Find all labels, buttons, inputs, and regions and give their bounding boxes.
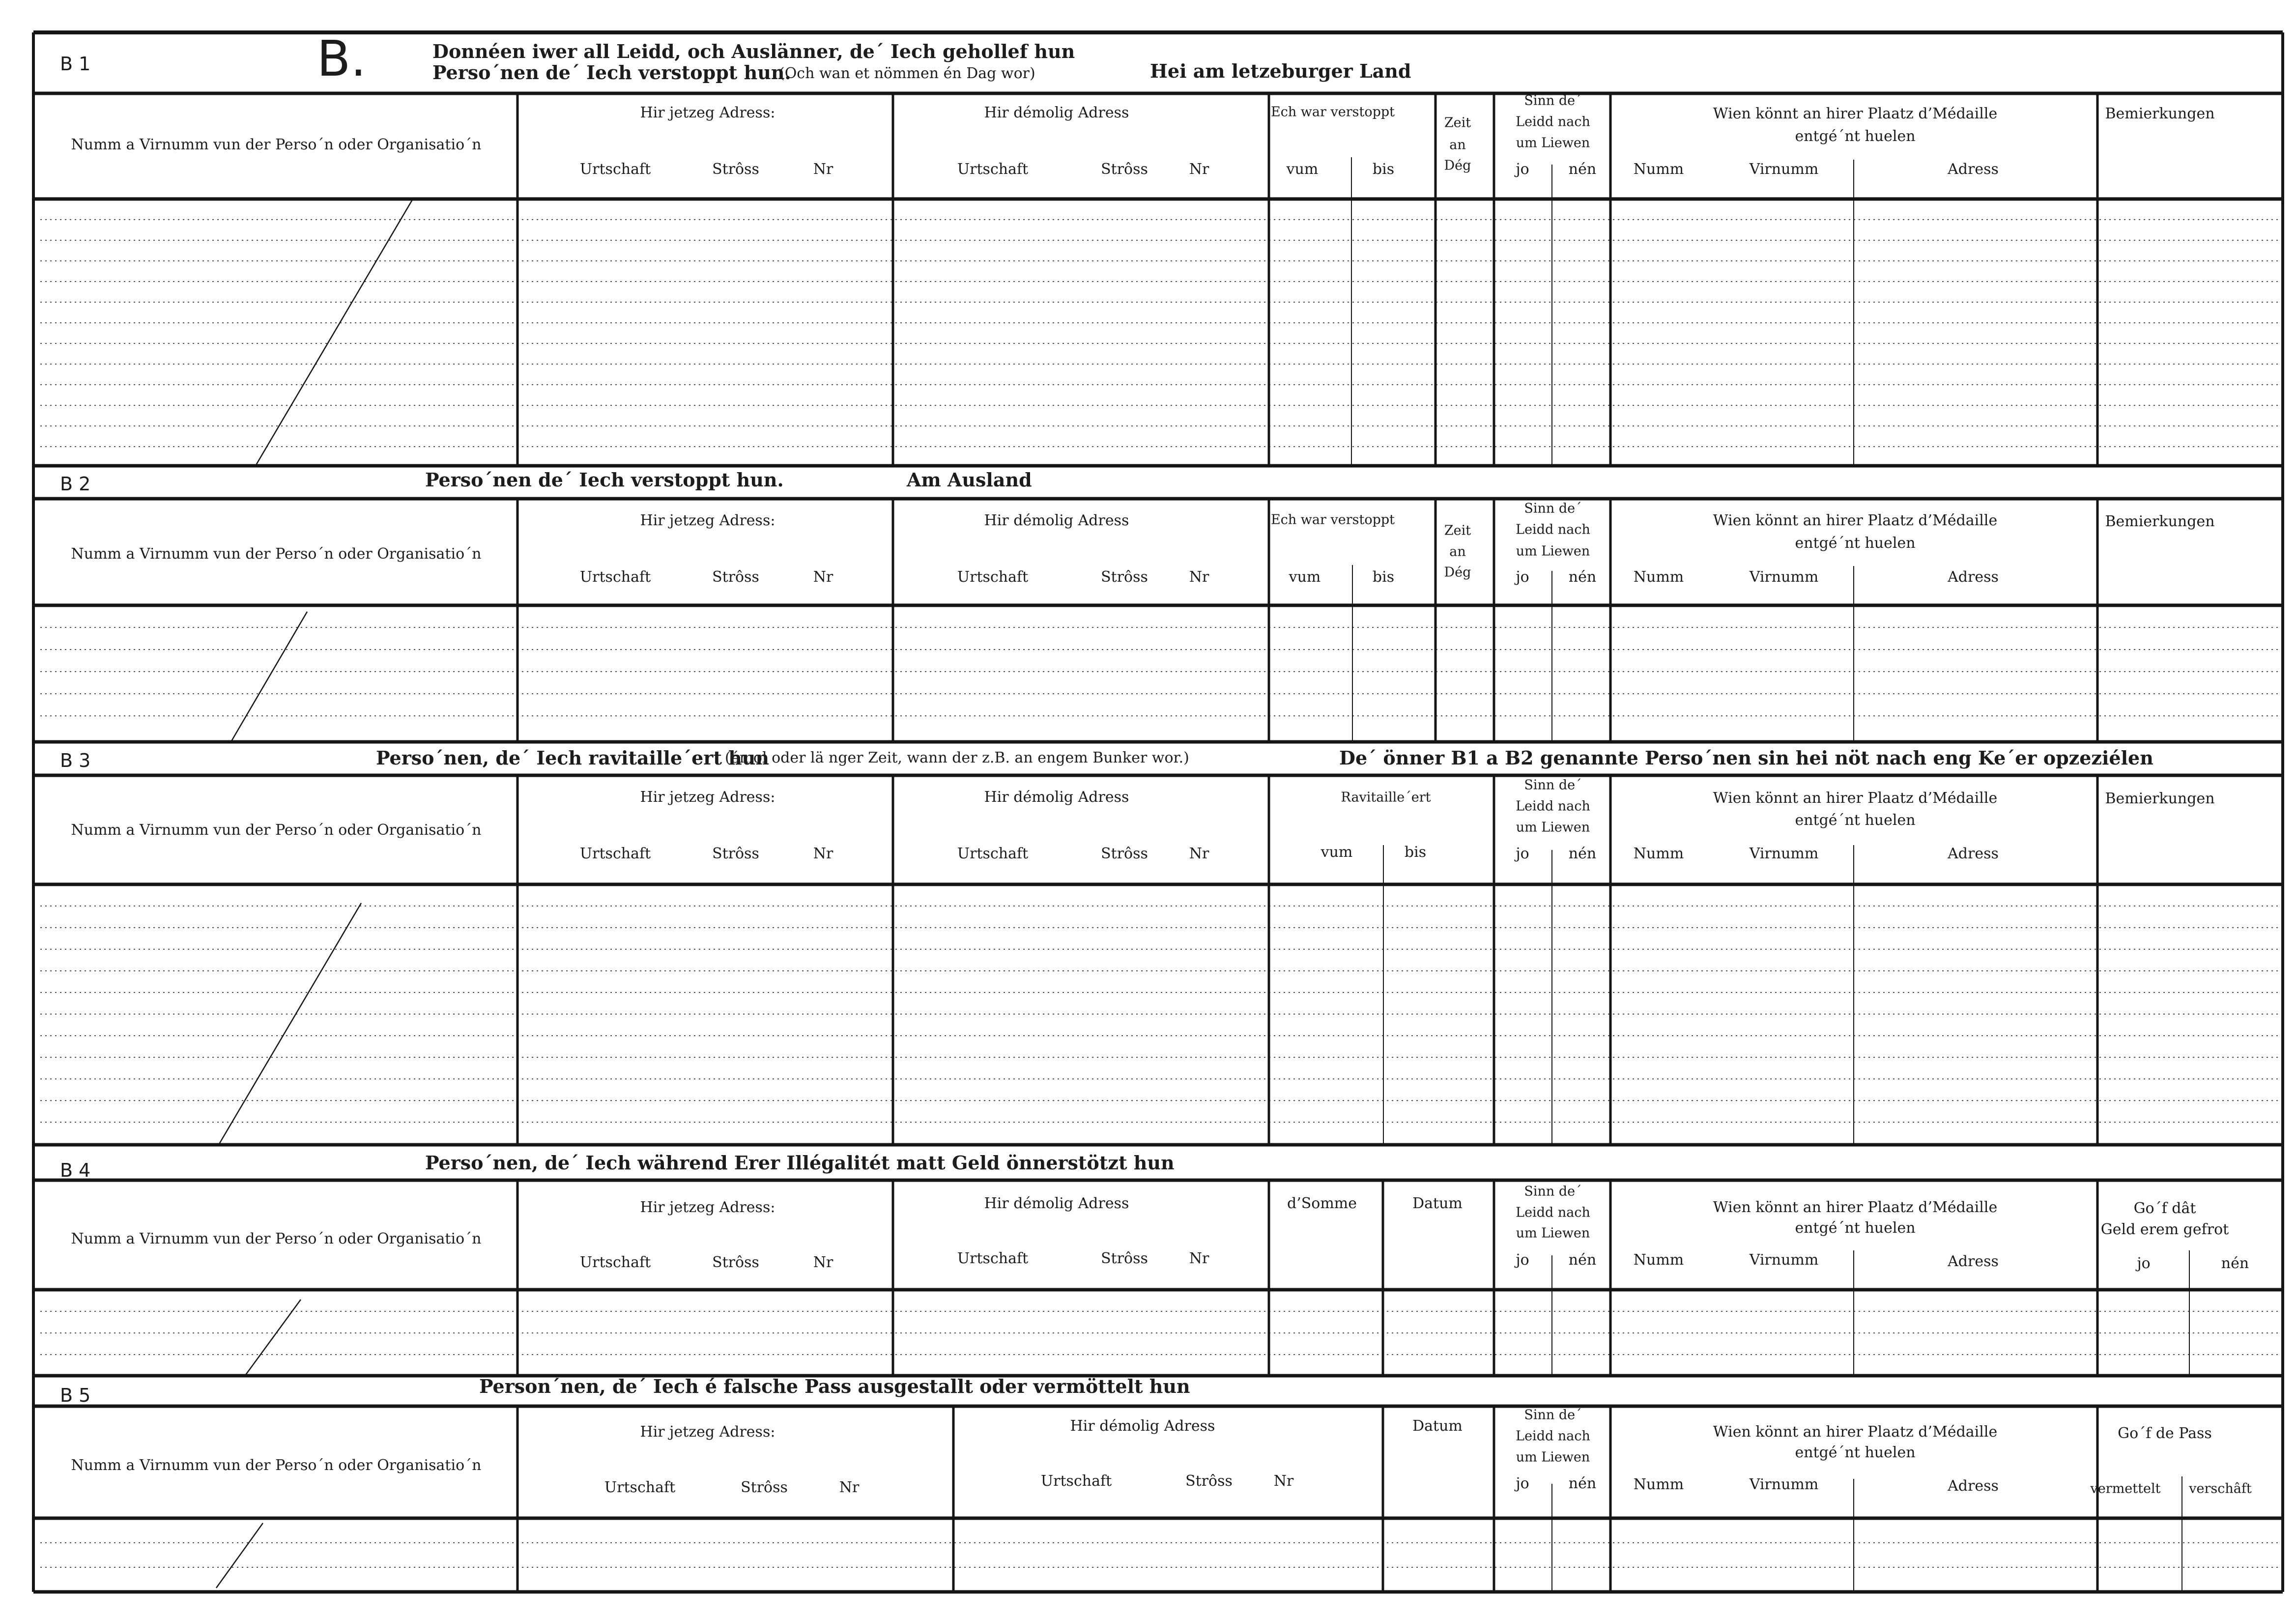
b3-title: Perso´nen, de´ Iech ravitaille´ert hun (376, 747, 769, 769)
b3-hdr-from: vum (1320, 844, 1353, 861)
b1-hdr-current-address: Hir jetzeg Adress: (640, 104, 775, 121)
b2-hdr-firstname: Virnumm (1749, 568, 1819, 586)
b5-hdr-place: Urtschaft (604, 1479, 676, 1496)
b2-hdr-killed3: um Liewen (1516, 543, 1590, 559)
b2-hdr-time2: an (1449, 544, 1466, 560)
b1-hdr-killed2: Leidd nach (1516, 114, 1590, 130)
b3-hdr-yes: jo (1516, 845, 1529, 862)
b4-hdr-nr2: Nr (1189, 1250, 1209, 1267)
b5-hdr-street: Strôss (741, 1479, 788, 1496)
b3-hdr-nr: Nr (813, 845, 833, 862)
section-code-b2: B 2 (60, 473, 91, 495)
b5-hdr-surname: Numm (1633, 1476, 1684, 1493)
b1-hdr-name: Numm a Virnumm vun der Perso´n oder Organisatio´n (71, 136, 482, 153)
b1-hdr-killed3: um Liewen (1516, 135, 1590, 151)
b1-hdr-until: bis (1372, 161, 1395, 178)
b5-hdr-no: nén (1568, 1475, 1597, 1492)
b4-hdr-place2: Urtschaft (957, 1250, 1029, 1267)
b4-hdr-yes: jo (1516, 1251, 1529, 1269)
b2-hdr-killed1: Sinn de´ (1524, 501, 1582, 516)
cancel-stroke-3 (219, 903, 361, 1145)
b2-hdr-former-address: Hir démolig Adress (984, 512, 1129, 529)
b4-hdr-killed2: Leidd nach (1516, 1205, 1590, 1220)
b2-hdr-no: nén (1568, 568, 1597, 586)
b1-hdr-street2: Strôss (1101, 161, 1148, 178)
form-intro-line2: Perso´nen de´ Iech verstoppt hun. (432, 61, 791, 84)
b2-hdr-street2: Strôss (1101, 568, 1148, 586)
b2-hdr-nr: Nr (813, 568, 833, 586)
b5-hdr-street2: Strôss (1185, 1472, 1233, 1490)
b2-hdr-address: Adress (1948, 568, 1999, 586)
b3-title2: De´ önner B1 a B2 genannte Perso´nen sin hei nöt nach eng Ke´er opzeziélen (1339, 747, 2153, 769)
b4-hdr-money2: Geld erem gefrot (2100, 1221, 2229, 1238)
b5-hdr-date: Datum (1412, 1417, 1463, 1435)
b3-hdr-until: bis (1404, 844, 1427, 861)
b4-hdr-money-no: nén (2221, 1255, 2249, 1272)
b1-hdr-nr: Nr (813, 161, 833, 178)
b3-hdr-killed2: Leidd nach (1516, 798, 1590, 814)
b3-hdr-surname: Numm (1633, 845, 1684, 862)
b2-hdr-hidden: Ech war verstoppt (1270, 512, 1395, 528)
b5-hdr-medal1: Wien könnt an hirer Plaatz d’Médaille (1713, 1423, 1998, 1441)
b4-hdr-killed1: Sinn de´ (1524, 1184, 1582, 1199)
b5-hdr-firstname: Virnumm (1749, 1476, 1819, 1493)
b1-hdr-from: vum (1286, 161, 1319, 178)
b3-hdr-name: Numm a Virnumm vun der Perso´n oder Organisatio´n (71, 821, 482, 839)
b4-hdr-place: Urtschaft (579, 1254, 651, 1271)
b5-hdr-current-address: Hir jetzeg Adress: (640, 1423, 775, 1441)
b5-hdr-place2: Urtschaft (1040, 1472, 1112, 1490)
b5-hdr-medal2: entgé´nt huelen (1795, 1444, 1916, 1461)
b3-hdr-killed3: um Liewen (1516, 820, 1590, 835)
b3-hdr-street: Strôss (712, 845, 759, 862)
section-code-b4: B 4 (60, 1160, 91, 1181)
b2-title: Perso´nen de´ Iech verstoppt hun. (425, 469, 784, 491)
b1-hdr-firstname: Virnumm (1749, 161, 1819, 178)
b4-hdr-street: Strôss (712, 1254, 759, 1271)
b2-hdr-nr2: Nr (1189, 568, 1209, 586)
b1-hdr-time1: Zeit (1444, 115, 1471, 131)
form-letter: B. (316, 30, 367, 87)
b1-hdr-yes: jo (1516, 161, 1529, 178)
b1-hdr-killed1: Sinn de´ (1524, 93, 1582, 109)
b3-hdr-former-address: Hir démolig Adress (984, 789, 1129, 806)
b5-hdr-issued: verschâft (2189, 1481, 2252, 1497)
b2-hdr-time3: Dég (1444, 565, 1471, 580)
b2-hdr-yes: jo (1516, 568, 1529, 586)
b4-hdr-sum: d’Somme (1287, 1195, 1357, 1212)
b5-title: Person´nen, de´ Iech é falsche Pass ausgestallt oder vermöttelt hun (479, 1375, 1190, 1397)
b2-hdr-until: bis (1372, 568, 1395, 586)
b5-hdr-yes: jo (1516, 1475, 1529, 1492)
b1-hdr-hidden: Ech war verstoppt (1270, 104, 1395, 120)
b3-hdr-remarks: Bemierkungen (2105, 790, 2215, 807)
b5-hdr-address: Adress (1948, 1477, 1999, 1495)
b1-hdr-medal2: entgé´nt huelen (1795, 128, 1916, 145)
form-intro-line1: Donnéen iwer all Leidd, och Auslänner, de´ Iech gehollef hun (432, 40, 1075, 62)
b4-hdr-street2: Strôss (1101, 1250, 1148, 1267)
b3-hdr-medal1: Wien könnt an hirer Plaatz d’Médaille (1713, 790, 1998, 807)
b2-hdr-current-address: Hir jetzeg Adress: (640, 512, 775, 529)
b2-hdr-name: Numm a Virnumm vun der Perso´n oder Organisatio´n (71, 545, 482, 563)
b5-hdr-nr2: Nr (1273, 1472, 1294, 1490)
b1-hdr-time3: Dég (1444, 158, 1471, 173)
b1-hdr-remarks: Bemierkungen (2105, 105, 2215, 122)
b2-hdr-place: Urtschaft (579, 568, 651, 586)
b2-hdr-time1: Zeit (1444, 523, 1471, 538)
cancel-stroke-5 (216, 1523, 263, 1588)
b3-hdr-place2: Urtschaft (957, 845, 1029, 862)
b3-hdr-no: nén (1568, 845, 1597, 862)
b3-hdr-current-address: Hir jetzeg Adress: (640, 789, 775, 806)
b5-hdr-former-address: Hir démolig Adress (1070, 1417, 1215, 1435)
b3-hdr-supplied: Ravitaille´ert (1341, 790, 1431, 805)
b2-hdr-medal1: Wien könnt an hirer Plaatz d’Médaille (1713, 512, 1998, 529)
b4-hdr-killed3: um Liewen (1516, 1225, 1590, 1241)
b2-hdr-surname: Numm (1633, 568, 1684, 586)
b1-hdr-former-address: Hir démolig Adress (984, 104, 1129, 121)
b3-hdr-street2: Strôss (1101, 845, 1148, 862)
b4-hdr-medal1: Wien könnt an hirer Plaatz d’Médaille (1713, 1199, 1998, 1216)
b1-hdr-address: Adress (1948, 161, 1999, 178)
b3-hdr-killed1: Sinn de´ (1524, 777, 1582, 793)
b1-hdr-place: Urtschaft (579, 161, 651, 178)
section-code-b3: B 3 (60, 750, 91, 771)
b2-hdr-place2: Urtschaft (957, 568, 1029, 586)
b3-hdr-place: Urtschaft (579, 845, 651, 862)
b4-hdr-former-address: Hir démolig Adress (984, 1195, 1129, 1212)
b2-title2: Am Ausland (907, 469, 1032, 491)
b5-hdr-killed3: um Liewen (1516, 1449, 1590, 1465)
b4-hdr-date: Datum (1412, 1195, 1463, 1212)
b5-hdr-killed1: Sinn de´ (1524, 1407, 1582, 1423)
b3-hdr-address: Adress (1948, 845, 1999, 862)
b3-hdr-nr2: Nr (1189, 845, 1209, 862)
b4-hdr-nr: Nr (813, 1254, 833, 1271)
b2-hdr-remarks: Bemierkungen (2105, 513, 2215, 530)
b4-hdr-medal2: entgé´nt huelen (1795, 1219, 1916, 1237)
section-code-b5: B 5 (60, 1385, 91, 1406)
b4-hdr-no: nén (1568, 1251, 1597, 1269)
b4-hdr-firstname: Virnumm (1749, 1251, 1819, 1269)
b4-hdr-money-yes: jo (2137, 1255, 2151, 1272)
b4-hdr-current-address: Hir jetzeg Adress: (640, 1199, 775, 1216)
b5-hdr-nr: Nr (839, 1479, 860, 1496)
b2-hdr-medal2: entgé´nt huelen (1795, 535, 1916, 552)
b1-hdr-medal1: Wien könnt an hirer Plaatz d’Médaille (1713, 105, 1998, 122)
b4-title: Perso´nen, de´ Iech während Erer Illégalitét matt Geld önnerstötzt hun (425, 1152, 1175, 1174)
b5-hdr-name: Numm a Virnumm vun der Perso´n oder Organisatio´n (71, 1457, 482, 1474)
b2-hdr-street: Strôss (712, 568, 759, 586)
b4-hdr-name: Numm a Virnumm vun der Perso´n oder Organisatio´n (71, 1230, 482, 1247)
b3-hdr-firstname: Virnumm (1749, 845, 1819, 862)
b5-hdr-killed2: Leidd nach (1516, 1428, 1590, 1444)
b4-hdr-money1: Go´f dât (2133, 1200, 2196, 1217)
b5-hdr-arranged: vermettelt (2090, 1481, 2161, 1497)
b4-hdr-address: Adress (1948, 1253, 1999, 1270)
form-intro-paren: (Och wan et nömmen én Dag wor) (779, 65, 1035, 82)
b3-hdr-medal2: entgé´nt huelen (1795, 812, 1916, 829)
b1-hdr-street: Strôss (712, 161, 759, 178)
cancel-stroke-2 (231, 612, 307, 742)
b1-hdr-no: nén (1568, 161, 1597, 178)
b3-paren: (émol oder lä nger Zeit, wann der z.B. an engem Bunker wor.) (725, 749, 1189, 766)
b2-hdr-killed2: Leidd nach (1516, 522, 1590, 538)
b1-hdr-place2: Urtschaft (957, 161, 1029, 178)
b1-hdr-time2: an (1449, 137, 1466, 153)
b1-hdr-nr2: Nr (1189, 161, 1209, 178)
form-intro-place: Hei am letzeburger Land (1150, 60, 1411, 82)
b1-hdr-surname: Numm (1633, 161, 1684, 178)
b4-hdr-surname: Numm (1633, 1251, 1684, 1269)
cancel-stroke-4 (246, 1300, 301, 1375)
b5-hdr-pass: Go´f de Pass (2118, 1425, 2212, 1442)
section-code-b1: B 1 (60, 53, 91, 75)
b2-hdr-from: vum (1289, 568, 1321, 586)
